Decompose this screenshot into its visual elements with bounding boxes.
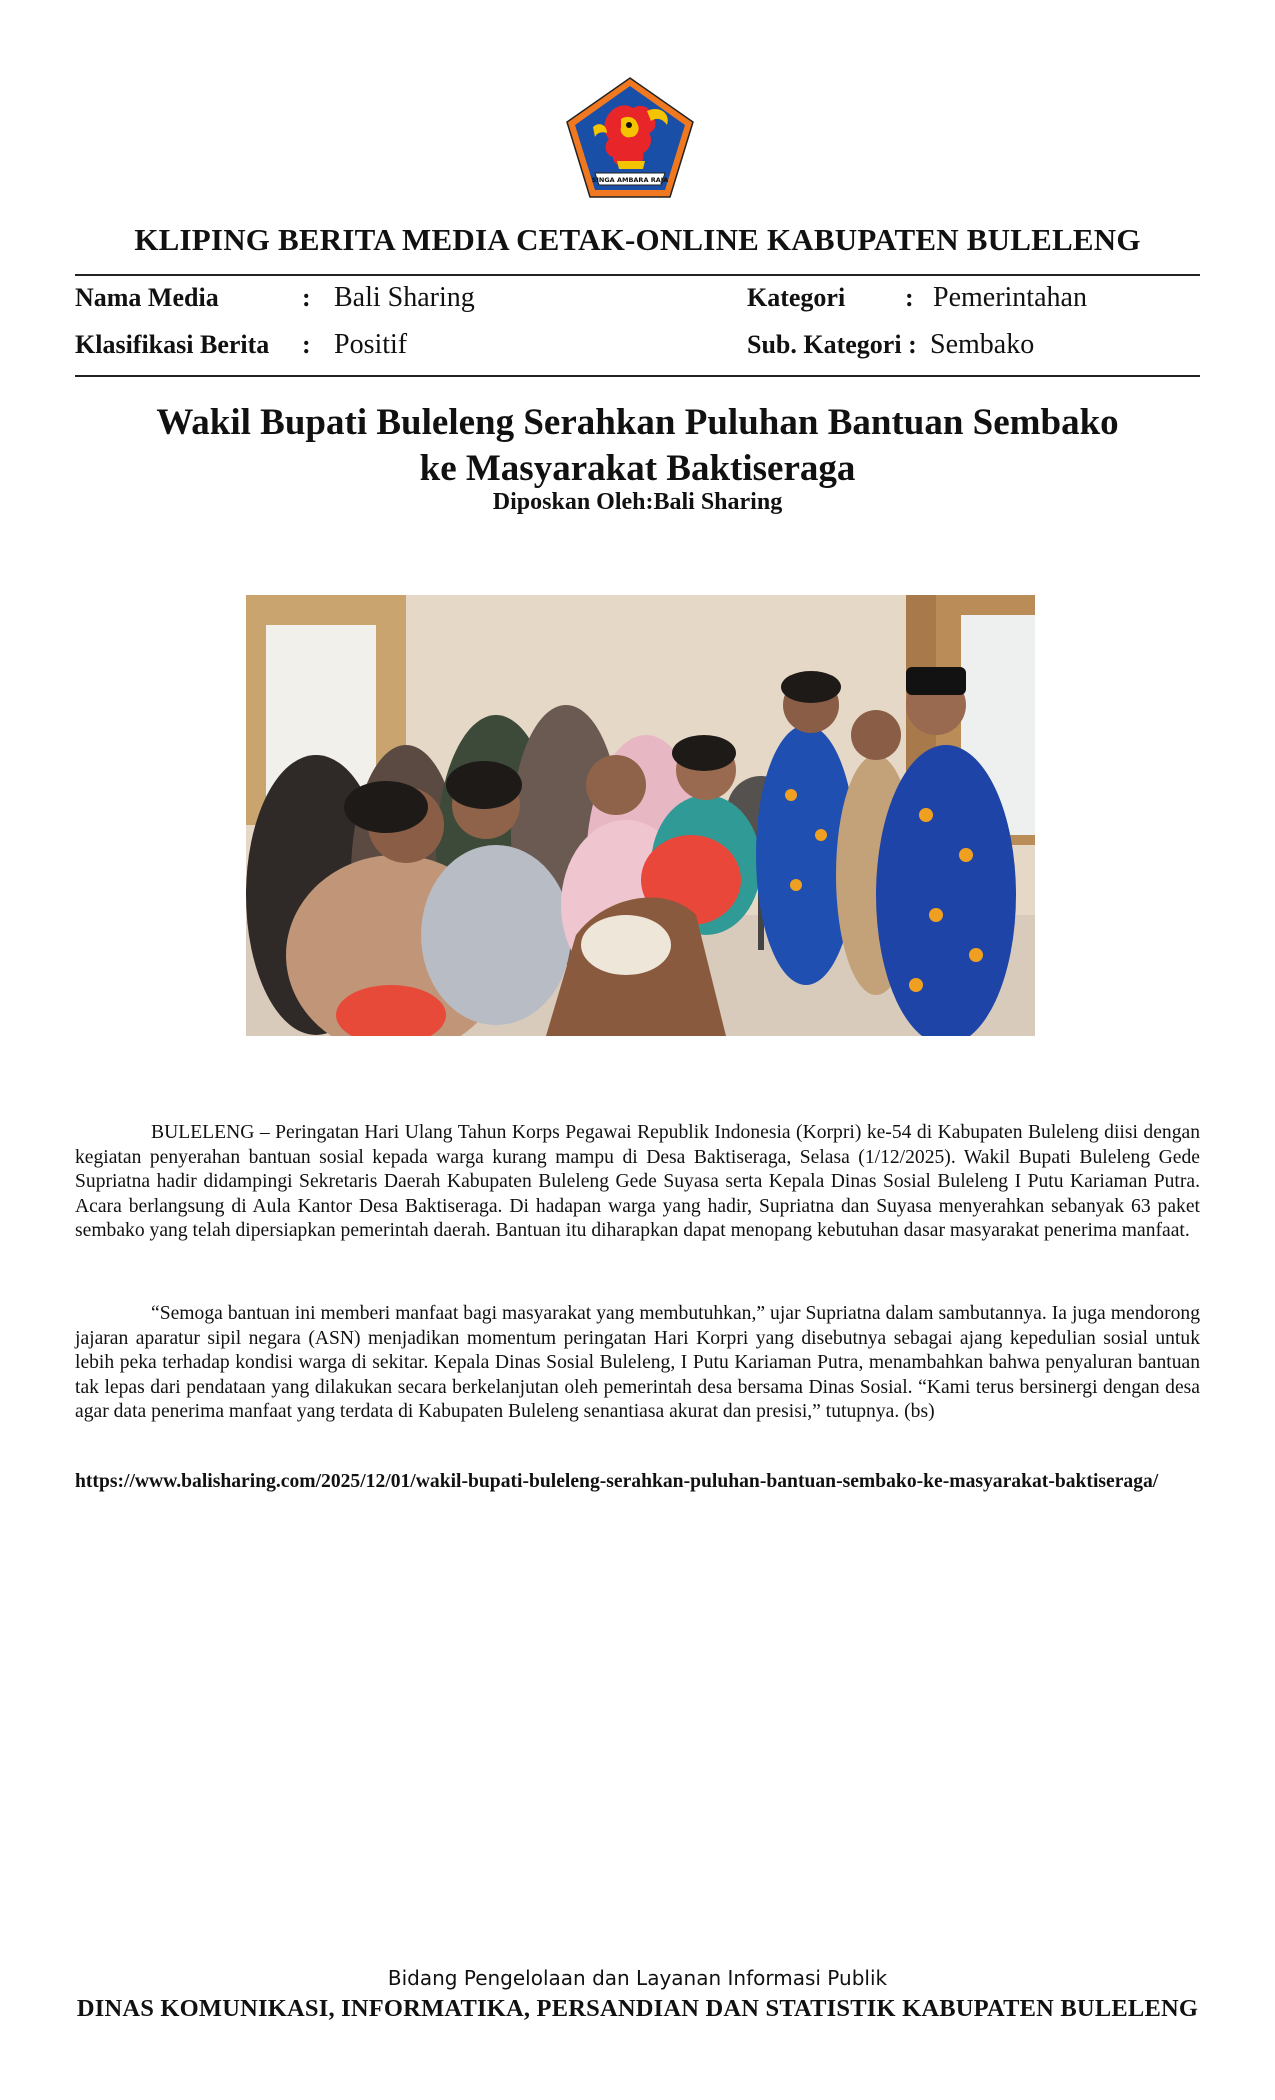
media-name-label: Nama Media	[75, 283, 219, 312]
category-colon: :	[905, 283, 914, 312]
paragraph-1-text: BULELENG – Peringatan Hari Ulang Tahun Korps Pegawai Republik Indonesia (Korpri) ke-54 di Kabupaten Buleleng diisi dengan kegiatan penyerahan bantuan sosial kepada warga kurang mampu di Desa Baktiseraga, Selasa (1/12/2025). Wakil Bupati Buleleng Gede Supriatna hadir didampingi Sekretaris Daerah Kabupaten Buleleng Gede Suyasa serta Kepala Dinas Sosial Buleleng I Putu Kariaman Putra. Acara berlangsung di Aula Kantor Desa Baktiseraga. Di hadapan warga yang hadir, Supriatna dan Suyasa menyerahkan sebanyak 63 paket sembako yang telah dipersiapkan pemerintah daerah. Bantuan itu diharapkan dapat menopang kebutuhan dasar masyarakat penerima manfaat.	[75, 1122, 1200, 1241]
source-url-link[interactable]: https://www.balisharing.com/2025/12/01/wakil-bupati-buleleng-serahkan-puluhan-bantuan-sembako-ke-masyarakat-baktiseraga/	[75, 1471, 1159, 1492]
article-body-paragraph-1	[75, 1121, 1200, 1244]
classification-value: Positif	[334, 329, 408, 360]
article-title	[75, 400, 1200, 492]
category-value: Pemerintahan	[933, 282, 1087, 313]
header-divider-bottom	[75, 375, 1200, 377]
article-title-line1: Wakil Bupati Buleleng Serahkan Puluhan Bantuan Sembako	[156, 402, 1119, 443]
article-byline: Diposkan Oleh:Bali Sharing	[492, 489, 783, 515]
media-name-value: Bali Sharing	[334, 282, 475, 313]
footer-subtitle: Bidang Pengelolaan dan Layanan Informasi Publik	[387, 1966, 888, 1990]
article-photo	[246, 595, 1035, 1036]
media-name-colon: :	[302, 283, 311, 312]
article-body-paragraph-2	[75, 1302, 1200, 1425]
subcategory-label: Sub. Kategori :	[747, 330, 917, 359]
header-divider-top	[75, 274, 1200, 276]
footer-title: DINAS KOMUNIKASI, INFORMATIKA, PERSANDIAN DAN STATISTIK KABUPATEN BULELENG	[76, 1995, 1199, 2022]
classification-label: Klasifikasi Berita	[75, 330, 270, 359]
classification-colon: :	[302, 330, 311, 359]
clipping-header-title: KLIPING BERITA MEDIA CETAK-ONLINE KABUPATEN BULELENG	[134, 222, 1141, 257]
logo-ribbon-text: SINGA AMBARA RAJA	[591, 176, 669, 184]
subcategory-value: Sembako	[930, 329, 1035, 360]
category-label: Kategori	[747, 283, 846, 312]
paragraph-2-text: “Semoga bantuan ini memberi manfaat bagi masyarakat yang membutuhkan,” ujar Supriatna dalam sambutannya. Ia juga mendorong jajaran aparatur sipil negara (ASN) menjadikan momentum peringatan Hari Korpri yang disebutnya sebagai ajang kepedulian sosial untuk lebih peka terhadap kondisi warga di sekitar. Kepala Dinas Sosial Buleleng, I Putu Kariaman Putra, menambahkan bahwa penyaluran bantuan tak lepas dari pendataan yang dilakukan secara berkelanjutan oleh pemerintah desa bersama Dinas Sosial. “Kami terus bersinergi dengan desa agar data penerima manfaat yang terdata di Kabupaten Buleleng senantiasa akurat dan presisi,” tutupnya. (bs)	[75, 1303, 1200, 1422]
buleleng-regency-logo	[563, 75, 697, 201]
article-title-line2: ke Masyarakat Baktiseraga	[419, 448, 856, 489]
